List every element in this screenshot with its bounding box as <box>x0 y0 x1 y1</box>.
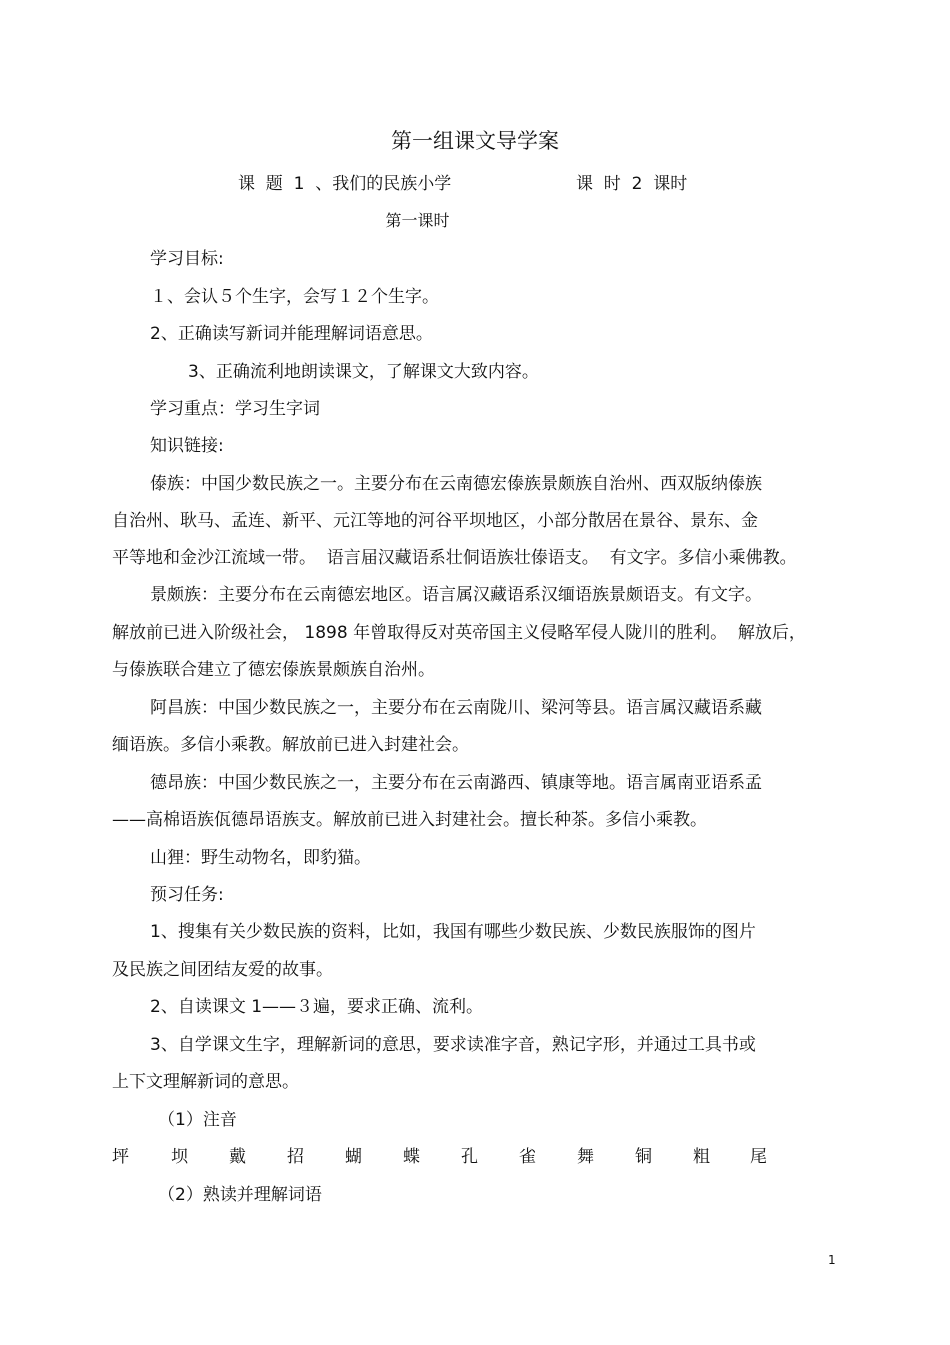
knowledge-line: 与傣族联合建立了德宏傣族景颇族自治州。 <box>112 660 435 680</box>
character: 铜 <box>635 1147 652 1167</box>
section-subtitle: 第一课时 <box>385 211 450 230</box>
knowledge-line: 自治州、耿马、孟连、新平、元江等地的河谷平坝地区，小部分散居在景谷、景东、金 <box>112 511 758 531</box>
words-heading: （2）熟读并理解词语 <box>158 1185 322 1205</box>
tasks-heading: 预习任务: <box>150 885 224 905</box>
objective-item: １、会认５个生字，会写１２个生字。 <box>150 287 439 307</box>
knowledge-line: 山狸：野生动物名，即豹猫。 <box>150 848 371 868</box>
knowledge-line: 傣族：中国少数民族之一。主要分布在云南德宏傣族景颇族自治州、西双版纳傣族 <box>150 474 762 494</box>
character: 雀 <box>519 1147 536 1167</box>
objective-item: 3、正确流利地朗读课文，了解课文大致内容。 <box>188 362 539 382</box>
page-title: 第一组课文导学案 <box>391 129 559 153</box>
page-number: 1 <box>828 1253 836 1267</box>
objectives-heading: 学习目标: <box>150 249 224 269</box>
knowledge-line: 阿昌族：中国少数民族之一，主要分布在云南陇川、梁河等县。语言属汉藏语系藏 <box>150 698 762 718</box>
task-line: 2、自读课文 1——３遍，要求正确、流利。 <box>150 997 484 1017</box>
character: 蝶 <box>403 1147 420 1167</box>
knowledge-heading: 知识链接: <box>150 436 224 456</box>
task-line: 3、自学课文生字，理解新词的意思，要求读准字音，熟记字形，并通过工具书或 <box>150 1035 756 1055</box>
study-focus: 学习重点：学习生字词 <box>150 399 320 419</box>
character: 坝 <box>171 1147 188 1167</box>
character: 蝴 <box>345 1147 362 1167</box>
lesson-period: 课 时 2 课时 <box>576 174 688 194</box>
character-list <box>112 1146 792 1170</box>
knowledge-line: 德昂族：中国少数民族之一，主要分布在云南潞西、镇康等地。语言属南亚语系孟 <box>150 773 762 793</box>
pinyin-heading: （1）注音 <box>158 1110 237 1130</box>
character: 招 <box>287 1147 304 1167</box>
character: 粗 <box>693 1147 710 1167</box>
task-line: 及民族之间团结友爱的故事。 <box>112 960 333 980</box>
character: 舞 <box>577 1147 594 1167</box>
character: 坪 <box>112 1147 129 1167</box>
knowledge-line: 平等地和金沙江流域一带。 语言届汉藏语系壮侗语族壮傣语支。 有文字。多信小乘佛教。 <box>112 548 797 568</box>
lesson-title: 课 题 1 、我们的民族小学 <box>238 174 452 194</box>
knowledge-line: 景颇族：主要分布在云南德宏地区。语言属汉藏语系汉缅语族景颇语支。有文字。 <box>150 585 762 605</box>
task-line: 1、搜集有关少数民族的资料，比如，我国有哪些少数民族、少数民族服饰的图片 <box>150 922 756 942</box>
knowledge-line: 解放前已进入阶级社会， 1898 年曾取得反对英帝国主义侵略军侵人陇川的胜利。 解放后， <box>112 623 806 643</box>
knowledge-line: ——高棉语族佤德昂语族支。解放前已进入封建社会。擅长种茶。多信小乘教。 <box>112 810 707 830</box>
task-line: 上下文理解新词的意思。 <box>112 1072 299 1092</box>
character: 戴 <box>229 1147 246 1167</box>
knowledge-line: 缅语族。多信小乘教。解放前已进入封建社会。 <box>112 735 469 755</box>
character: 尾 <box>750 1147 767 1167</box>
objective-item: 2、正确读写新词并能理解词语意思。 <box>150 324 433 344</box>
character: 孔 <box>461 1147 478 1167</box>
